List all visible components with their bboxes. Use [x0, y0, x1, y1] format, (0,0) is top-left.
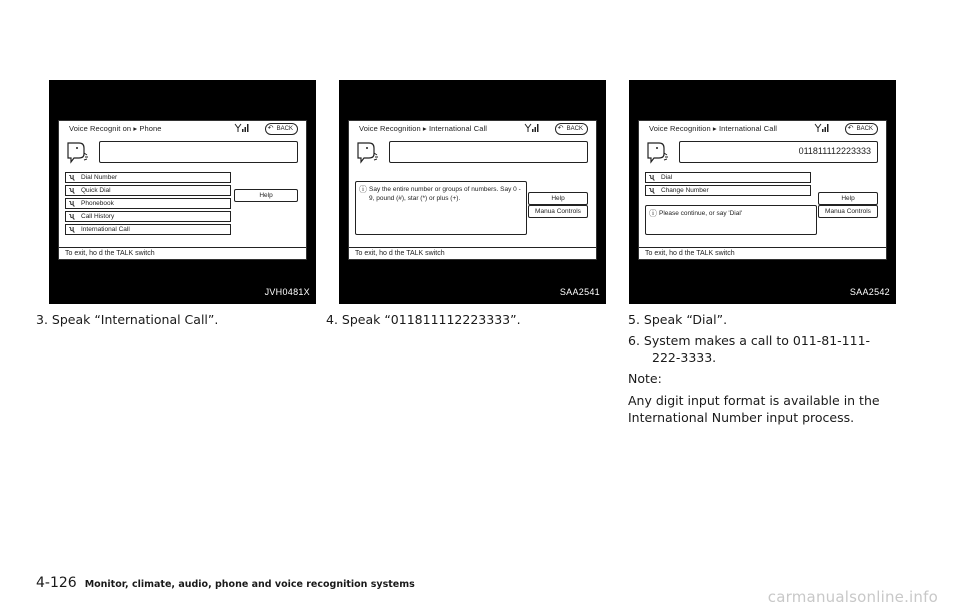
step-6-cont: 222-3333.: [652, 350, 717, 365]
screen-1: [58, 120, 307, 260]
step-4: 4. Speak “011811112223333”.: [326, 312, 521, 327]
menu-item-call-history[interactable]: [65, 211, 231, 222]
help-button[interactable]: Help: [818, 192, 878, 205]
menu-label: Quick Dial: [81, 187, 111, 194]
voice-cmd-icon: ʯ: [69, 187, 75, 194]
menu-item-dial[interactable]: [645, 172, 811, 183]
back-button[interactable]: [845, 123, 878, 135]
help-button[interactable]: Help: [234, 189, 298, 202]
menu-label: Call History: [81, 213, 115, 220]
exit-hint: To exit, ho d the TALK switch: [349, 247, 596, 259]
voice-cmd-icon: ʯ: [649, 187, 655, 194]
exit-hint: To exit, ho d the TALK switch: [59, 247, 306, 259]
menu-item-change-number[interactable]: [645, 185, 811, 196]
screen-2: [348, 120, 597, 260]
screen-3: [638, 120, 887, 260]
section-title: Monitor, climate, audio, phone and voice recognition systems: [84, 579, 415, 590]
voice-cmd-icon: ʯ: [649, 174, 655, 181]
signal-icon: [234, 123, 250, 133]
manual-controls-button[interactable]: Manua Controls: [818, 205, 878, 218]
menu-label: International Call: [81, 226, 130, 233]
page-footer: [36, 572, 415, 591]
guidance-message: [355, 181, 527, 235]
signal-icon: [524, 123, 540, 133]
guidance-message: [645, 205, 817, 235]
figure-code: SAA2541: [559, 287, 600, 297]
screen-title: Voice Recognition ▸ International Call: [649, 124, 778, 133]
step-6: 6. System makes a call to 011-81-111-: [628, 333, 871, 348]
guidance-text: Say the entire number or groups of numbers. Say 0 - 9, pound (#), star (*) or plus (+).: [369, 186, 521, 202]
back-button[interactable]: [265, 123, 298, 135]
menu-label: Dial: [661, 174, 673, 181]
menu-item-dial-number[interactable]: [65, 172, 231, 183]
number-input: 011811112223333: [679, 141, 878, 163]
info-icon: ⓘ: [649, 209, 657, 218]
watermark: carmanualsonline.info: [767, 588, 938, 606]
voice-face-icon: [645, 139, 671, 165]
voice-cmd-icon: ʯ: [69, 200, 75, 207]
back-label: BACK: [856, 126, 873, 132]
voice-cmd-icon: ʯ: [69, 174, 75, 181]
back-arrow-icon: ↶: [267, 125, 274, 132]
back-arrow-icon: ↶: [557, 125, 564, 132]
screen-title: Voice Recognit on ▸ Phone: [69, 124, 162, 133]
back-label: BACK: [566, 126, 583, 132]
help-button[interactable]: Help: [528, 192, 588, 205]
menu-label: Change Number: [661, 187, 709, 194]
voice-menu: [645, 172, 811, 198]
number-input: [99, 141, 298, 163]
figure-panel-3: [629, 80, 896, 304]
step-5: 5. Speak “Dial”.: [628, 312, 728, 327]
info-icon: ⓘ: [359, 185, 367, 194]
figure-code: SAA2542: [849, 287, 890, 297]
exit-hint: To exit, ho d the TALK switch: [639, 247, 886, 259]
figure-panel-1: [49, 80, 316, 304]
menu-label: Dial Number: [81, 174, 118, 181]
figure-code: JVH0481X: [264, 287, 310, 297]
note-label: Note:: [628, 371, 662, 386]
note-text: Any digit input format is available in the International Number input process.: [628, 393, 880, 425]
back-arrow-icon: ↶: [847, 125, 854, 132]
guidance-text: Please continue, or say 'Dial': [659, 210, 743, 217]
voice-cmd-icon: ʯ: [69, 213, 75, 220]
page-number: 4-126: [36, 575, 77, 591]
signal-icon: [814, 123, 830, 133]
screen-title: Voice Recognition ▸ International Call: [359, 124, 488, 133]
menu-item-quick-dial[interactable]: [65, 185, 231, 196]
voice-face-icon: [65, 139, 91, 165]
menu-item-phonebook[interactable]: [65, 198, 231, 209]
step-3: 3. Speak “International Call”.: [36, 312, 219, 327]
back-button[interactable]: [555, 123, 588, 135]
voice-menu: [65, 172, 231, 237]
menu-item-international-call[interactable]: [65, 224, 231, 235]
menu-label: Phonebook: [81, 200, 114, 207]
voice-cmd-icon: ʯ: [69, 226, 75, 233]
back-label: BACK: [276, 126, 293, 132]
manual-controls-button[interactable]: Manua Controls: [528, 205, 588, 218]
figure-panel-2: [339, 80, 606, 304]
voice-face-icon: [355, 139, 381, 165]
number-input: [389, 141, 588, 163]
